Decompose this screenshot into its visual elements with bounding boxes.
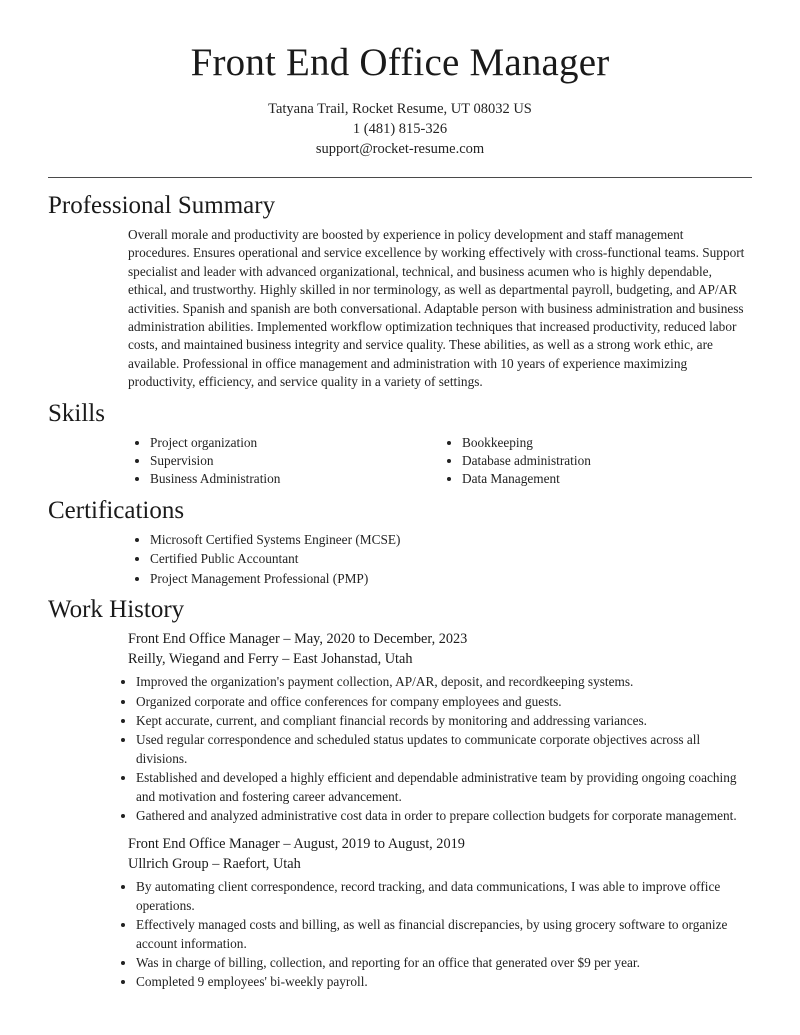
separator-dash: – xyxy=(283,836,291,853)
section-title-summary: Professional Summary xyxy=(48,192,276,219)
section-professional-summary xyxy=(48,192,752,392)
list-item: • Project organization xyxy=(150,434,400,452)
job-dates: May, 2020 to December, 2023 xyxy=(294,631,468,648)
contact-address: Tatyana Trail, Rocket Resume, UT 08032 US xyxy=(268,101,532,117)
list-item: • Bookkeeping xyxy=(462,434,752,452)
section-certifications xyxy=(48,497,752,588)
summary-text: Overall morale and productivity are boosted by experience in policy development and staff management procedures. Ensures operational and service excellence by working effectively with cross-functional teams. Support specialist and leader with advanced organizational, technical, and business acumen who is highly dependable, ethical, and trustworthy. Highly skilled in nor terminology, as well as departmental payroll, budgeting, and AP/AR activities. Spanish and spanish are both conversational. Adaptable person with business administration and business administration abilities. Implemented workflow optimization techniques that increased productivity, reduced labor costs, and maintained business integrity and service quality. These abilities, as well as a strong work ethic, are available. Professional in office management and administration with 10 years of experience maximizing productivity, efficiency, and service quality in a variety of settings. xyxy=(128,227,745,390)
list-item: • Was in charge of billing, collection, and reporting for an office that generated over $9 per year. xyxy=(136,954,752,972)
skills-column-right xyxy=(400,434,752,489)
job-company-line xyxy=(128,650,752,670)
job-dates: August, 2019 to August, 2019 xyxy=(293,836,465,853)
job-bullets xyxy=(114,673,752,825)
list-item: • Business Administration xyxy=(150,470,400,488)
separator-dash: – xyxy=(212,855,220,872)
list-item: • Improved the organization's payment collection, AP/AR, deposit, and recordkeeping systems. xyxy=(136,673,752,691)
work-history-entry xyxy=(48,630,752,825)
section-title-certifications: Certifications xyxy=(48,496,185,524)
job-title-line xyxy=(128,835,752,855)
job-location: East Johanstad, Utah xyxy=(293,650,413,667)
section-title-skills: Skills xyxy=(48,399,105,427)
list-item: • Used regular correspondence and scheduled status updates to communicate corporate objectives across all divisions. xyxy=(136,731,752,768)
list-item: • Project Management Professional (PMP) xyxy=(150,570,752,588)
certifications-list xyxy=(128,531,752,588)
work-history-entry xyxy=(48,835,752,991)
contact-phone: 1 (481) 815-326 xyxy=(352,121,448,137)
list-item: • Supervision xyxy=(150,452,400,470)
job-company: Ullrich Group xyxy=(128,855,209,872)
list-item: • Data Management xyxy=(462,470,752,488)
list-item: • Gathered and analyzed administrative cost data in order to prepare collection budgets for corporate management. xyxy=(136,807,752,825)
list-item: • Database administration xyxy=(462,452,752,470)
contact-email: support@rocket-resume.com xyxy=(315,141,485,157)
list-item: • Established and developed a highly efficient and dependable administrative team by providing ongoing coaching and motivation and fostering career advancement. xyxy=(136,769,752,806)
section-title-work-history: Work History xyxy=(48,596,185,624)
job-bullets xyxy=(114,878,752,991)
list-item: • Kept accurate, current, and compliant financial records by monitoring and addressing variances. xyxy=(136,712,752,730)
list-item: • Certified Public Accountant xyxy=(150,550,752,568)
job-role: Front End Office Manager xyxy=(128,631,280,648)
job-company: Reilly, Wiegand and Ferry xyxy=(128,650,279,667)
list-item: • Microsoft Certified Systems Engineer (MCSE) xyxy=(150,531,752,549)
job-role: Front End Office Manager xyxy=(128,836,280,853)
separator-dash: – xyxy=(283,631,291,648)
separator-dash: – xyxy=(282,650,290,667)
job-title-line xyxy=(128,630,752,650)
skills-column-left xyxy=(48,434,400,489)
list-item: • By automating client correspondence, record tracking, and data communications, I was able to improve office operations. xyxy=(136,878,752,915)
list-item: • Organized corporate and office conferences for company employees and guests. xyxy=(136,693,752,711)
list-item: • Effectively managed costs and billing, as well as financial discrepancies, by using grocery software to organize account information. xyxy=(136,916,752,953)
skills-columns xyxy=(48,434,752,489)
section-work-history xyxy=(48,596,752,992)
page-title: Front End Office Manager xyxy=(190,41,610,84)
section-skills xyxy=(48,400,752,489)
job-location: Raefort, Utah xyxy=(222,855,301,872)
list-item: • Completed 9 employees' bi-weekly payroll. xyxy=(136,973,752,991)
job-company-line xyxy=(128,855,752,875)
header-divider xyxy=(48,177,752,178)
